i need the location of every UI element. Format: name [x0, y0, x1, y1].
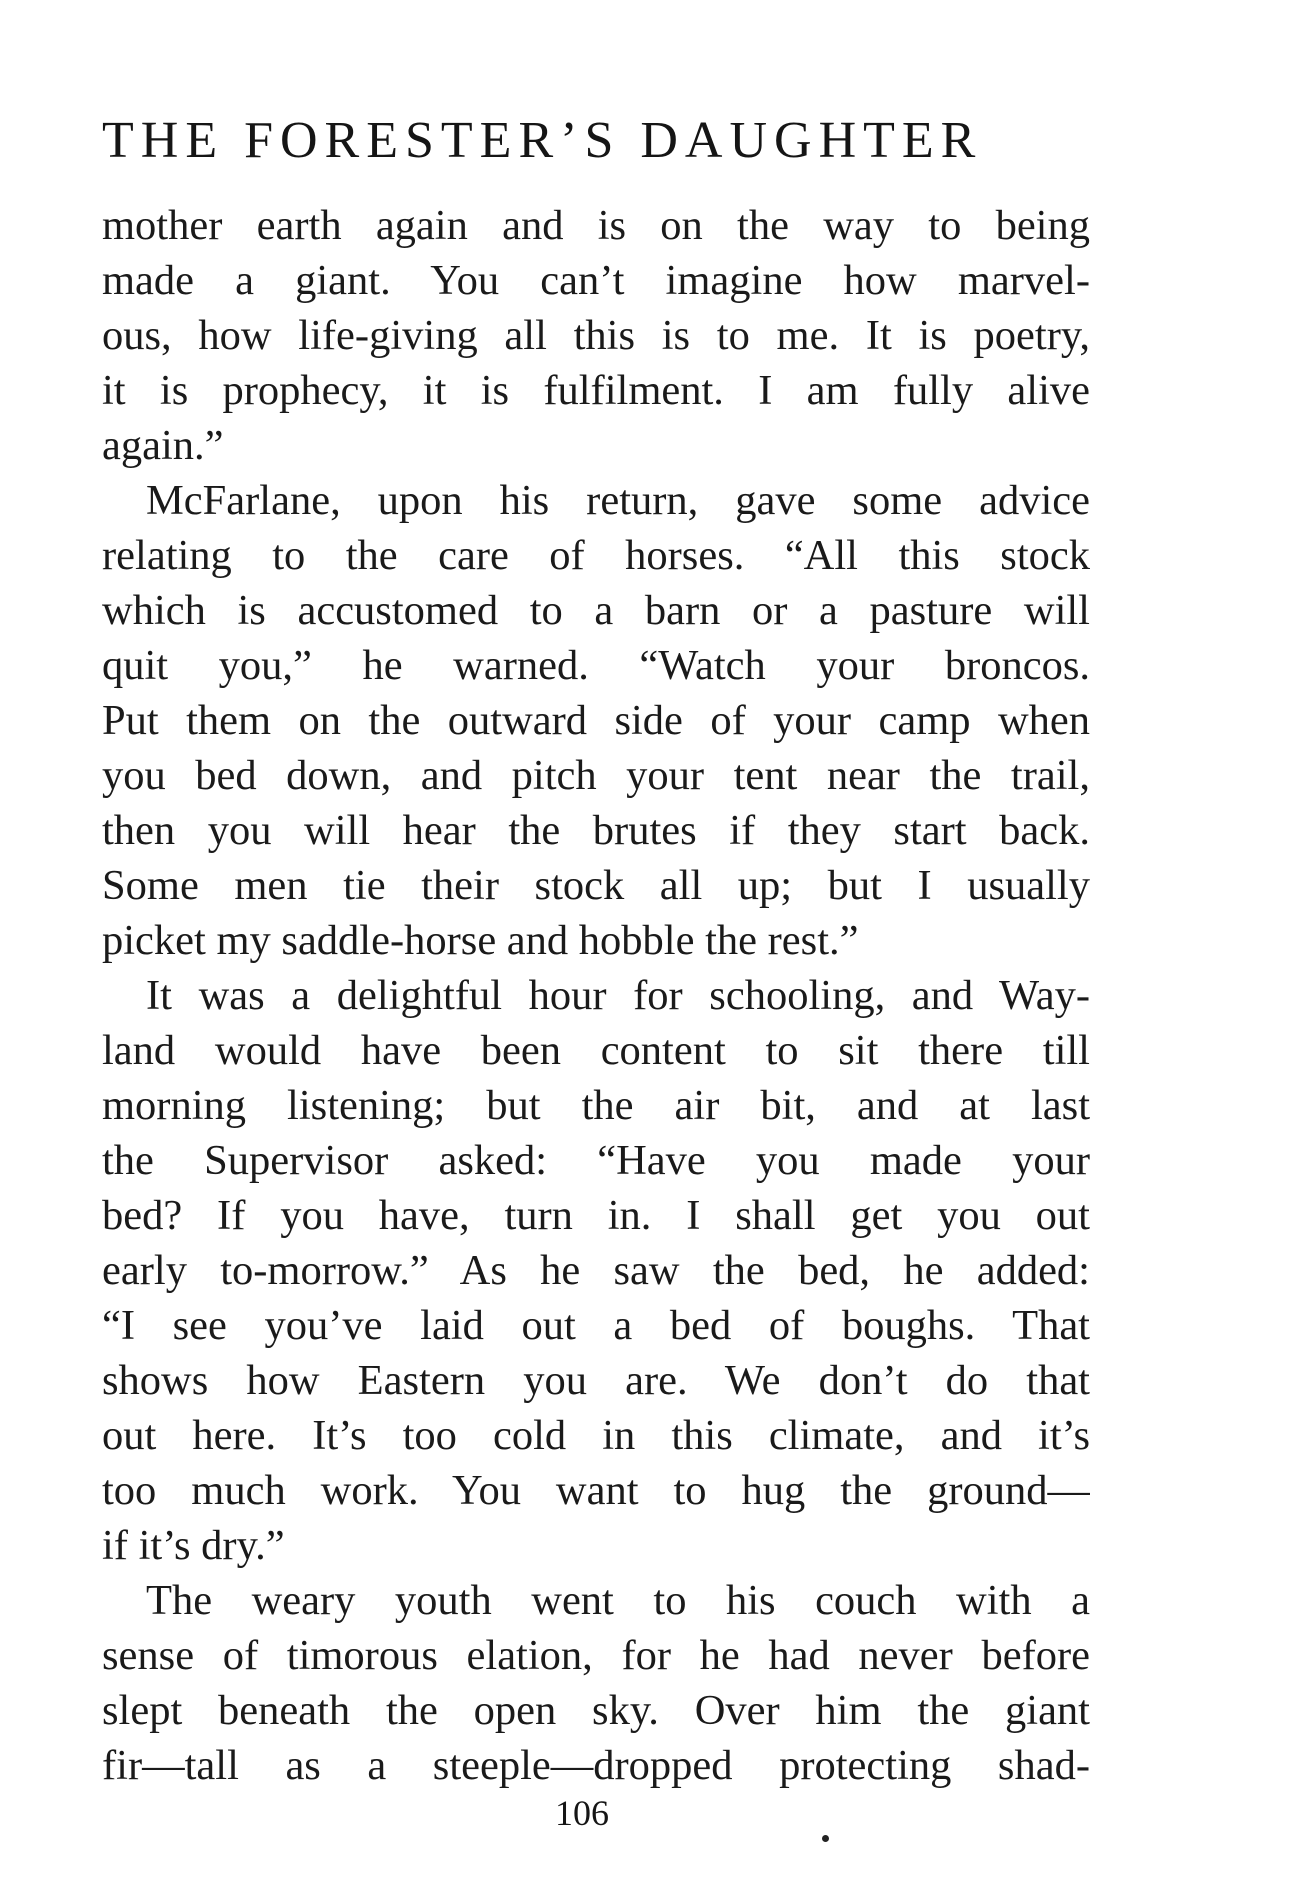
text-line: early to-morrow.” As he saw the bed, he added: [102, 1247, 1090, 1294]
text-line: ous, how life-giving all this is to me. It is poetry, [102, 312, 1090, 359]
text-line: Put them on the outward side of your camp when [102, 697, 1090, 744]
text-line: picket my saddle-horse and hobble the rest.” [102, 917, 859, 964]
text-line: out here. It’s too cold in this climate, and it’s [102, 1412, 1090, 1459]
text-line: mother earth again and is on the way to being [102, 202, 1090, 249]
text-line: “I see you’ve laid out a bed of boughs. That [102, 1302, 1090, 1349]
text-line: if it’s dry.” [102, 1522, 285, 1569]
text-line: too much work. You want to hug the ground— [102, 1467, 1090, 1514]
body-text [102, 198, 1090, 1793]
text-line: shows how Eastern you are. We don’t do that [102, 1357, 1090, 1404]
text-line: morning listening; but the air bit, and at last [102, 1082, 1090, 1129]
text-line: Some men tie their stock all up; but I usually [102, 862, 1090, 909]
running-head: THE FORESTER’S DAUGHTER [102, 112, 983, 169]
text-line: land would have been content to sit there till [102, 1027, 1090, 1074]
text-line: quit you,” he warned. “Watch your broncos. [102, 642, 1090, 689]
text-line: bed? If you have, turn in. I shall get you out [102, 1192, 1090, 1239]
text-line: the Supervisor asked: “Have you made your [102, 1137, 1090, 1184]
text-line: again.” [102, 422, 224, 469]
text-line: it is prophecy, it is fulfilment. I am fully alive [102, 367, 1090, 414]
text-line: slept beneath the open sky. Over him the giant [102, 1687, 1090, 1734]
text-line: you bed down, and pitch your tent near the trail, [102, 752, 1090, 799]
text-line: relating to the care of horses. “All this stock [102, 532, 1090, 579]
text-line: made a giant. You can’t imagine how marvel- [102, 257, 1090, 304]
text-line: It was a delightful hour for schooling, and Way- [146, 972, 1090, 1019]
ink-speck [822, 1835, 829, 1842]
text-line: sense of timorous elation, for he had never before [102, 1632, 1090, 1679]
text-line: then you will hear the brutes if they start back. [102, 807, 1090, 854]
text-line: fir—tall as a steeple—dropped protecting shad- [102, 1742, 1090, 1789]
page-number: 106 [555, 1793, 609, 1833]
text-line: The weary youth went to his couch with a [146, 1577, 1090, 1624]
text-line: which is accustomed to a barn or a pasture will [102, 587, 1090, 634]
text-line: McFarlane, upon his return, gave some advice [146, 477, 1090, 524]
